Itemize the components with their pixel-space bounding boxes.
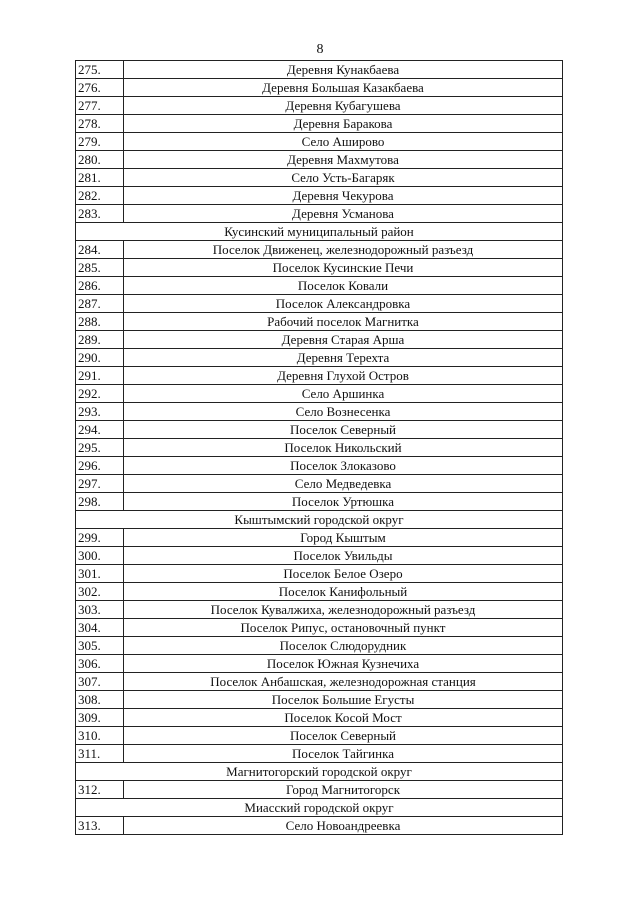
settlement-name: Поселок Южная Кузнечиха xyxy=(124,655,563,673)
settlement-name: Поселок Белое Озеро xyxy=(124,565,563,583)
row-number: 297. xyxy=(76,475,124,493)
table-row xyxy=(76,709,563,727)
row-number: 298. xyxy=(76,493,124,511)
settlement-name: Село Новоандреевка xyxy=(124,817,563,835)
table-row xyxy=(76,673,563,691)
settlement-name: Поселок Большие Егусты xyxy=(124,691,563,709)
district-header-row xyxy=(76,763,563,781)
row-number: 278. xyxy=(76,115,124,133)
district-header-row xyxy=(76,511,563,529)
table-row xyxy=(76,115,563,133)
district-header-row xyxy=(76,799,563,817)
row-number: 285. xyxy=(76,259,124,277)
row-number: 282. xyxy=(76,187,124,205)
row-number: 310. xyxy=(76,727,124,745)
settlement-name: Поселок Анбашская, железнодорожная станция xyxy=(124,673,563,691)
page-number: 8 xyxy=(316,42,324,57)
settlement-name: Поселок Косой Мост xyxy=(124,709,563,727)
table-row xyxy=(76,637,563,655)
table-row xyxy=(76,583,563,601)
settlement-name: Село Вознесенка xyxy=(124,403,563,421)
row-number: 309. xyxy=(76,709,124,727)
table-row xyxy=(76,547,563,565)
settlement-name: Поселок Кусинские Печи xyxy=(124,259,563,277)
district-name: Магнитогорский городской округ xyxy=(76,763,563,781)
settlement-name: Рабочий поселок Магнитка xyxy=(124,313,563,331)
table-row xyxy=(76,133,563,151)
table-row xyxy=(76,745,563,763)
settlement-name: Село Медведевка xyxy=(124,475,563,493)
table-row xyxy=(76,79,563,97)
table-row xyxy=(76,151,563,169)
table-row xyxy=(76,331,563,349)
row-number: 284. xyxy=(76,241,124,259)
table-row xyxy=(76,205,563,223)
table-row xyxy=(76,367,563,385)
settlement-name: Село Аширово xyxy=(124,133,563,151)
district-header-row xyxy=(76,223,563,241)
table-row xyxy=(76,781,563,799)
settlement-name: Деревня Кунакбаева xyxy=(124,61,563,79)
row-number: 288. xyxy=(76,313,124,331)
settlement-name: Поселок Ковали xyxy=(124,277,563,295)
table-row xyxy=(76,655,563,673)
table-row xyxy=(76,493,563,511)
table-row xyxy=(76,61,563,79)
row-number: 304. xyxy=(76,619,124,637)
table-row xyxy=(76,475,563,493)
settlement-name: Деревня Баракова xyxy=(124,115,563,133)
row-number: 286. xyxy=(76,277,124,295)
settlement-name: Поселок Движенец, железнодорожный разъезд xyxy=(124,241,563,259)
row-number: 280. xyxy=(76,151,124,169)
table-row xyxy=(76,601,563,619)
settlement-name: Деревня Терехта xyxy=(124,349,563,367)
table-row xyxy=(76,691,563,709)
settlement-name: Поселок Злоказово xyxy=(124,457,563,475)
table-row xyxy=(76,619,563,637)
settlement-name: Город Кыштым xyxy=(124,529,563,547)
settlement-name: Поселок Александровка xyxy=(124,295,563,313)
settlement-name: Поселок Тайгинка xyxy=(124,745,563,763)
table-row xyxy=(76,421,563,439)
row-number: 305. xyxy=(76,637,124,655)
settlement-name: Поселок Канифольный xyxy=(124,583,563,601)
table-row xyxy=(76,277,563,295)
table-row xyxy=(76,385,563,403)
settlement-name: Поселок Никольский xyxy=(124,439,563,457)
settlement-name: Поселок Северный xyxy=(124,727,563,745)
settlement-name: Деревня Махмутова xyxy=(124,151,563,169)
settlement-name: Деревня Глухой Остров xyxy=(124,367,563,385)
table-row xyxy=(76,349,563,367)
district-name: Миасский городской округ xyxy=(76,799,563,817)
row-number: 300. xyxy=(76,547,124,565)
row-number: 277. xyxy=(76,97,124,115)
settlement-name: Поселок Рипус, остановочный пункт xyxy=(124,619,563,637)
table-row xyxy=(76,241,563,259)
row-number: 302. xyxy=(76,583,124,601)
settlement-name: Поселок Кувалжиха, железнодорожный разъезд xyxy=(124,601,563,619)
row-number: 312. xyxy=(76,781,124,799)
row-number: 276. xyxy=(76,79,124,97)
table-row xyxy=(76,439,563,457)
table-body xyxy=(76,61,563,835)
settlement-name: Село Усть-Багаряк xyxy=(124,169,563,187)
row-number: 307. xyxy=(76,673,124,691)
table-row xyxy=(76,529,563,547)
row-number: 299. xyxy=(76,529,124,547)
settlement-name: Деревня Старая Арша xyxy=(124,331,563,349)
settlement-name: Поселок Слюдорудник xyxy=(124,637,563,655)
district-name: Кусинский муниципальный район xyxy=(76,223,563,241)
row-number: 295. xyxy=(76,439,124,457)
table-row xyxy=(76,403,563,421)
settlement-name: Деревня Чекурова xyxy=(124,187,563,205)
row-number: 296. xyxy=(76,457,124,475)
table-row xyxy=(76,817,563,835)
row-number: 292. xyxy=(76,385,124,403)
row-number: 311. xyxy=(76,745,124,763)
table-row xyxy=(76,187,563,205)
row-number: 301. xyxy=(76,565,124,583)
settlement-name: Город Магнитогорск xyxy=(124,781,563,799)
row-number: 289. xyxy=(76,331,124,349)
row-number: 313. xyxy=(76,817,124,835)
row-number: 306. xyxy=(76,655,124,673)
settlement-name: Поселок Увильды xyxy=(124,547,563,565)
row-number: 281. xyxy=(76,169,124,187)
district-name: Кыштымский городской округ xyxy=(76,511,563,529)
settlements-table xyxy=(75,60,563,835)
row-number: 303. xyxy=(76,601,124,619)
row-number: 279. xyxy=(76,133,124,151)
row-number: 283. xyxy=(76,205,124,223)
settlement-name: Поселок Уртюшка xyxy=(124,493,563,511)
settlement-name: Деревня Большая Казакбаева xyxy=(124,79,563,97)
table-row xyxy=(76,169,563,187)
table-row xyxy=(76,97,563,115)
table-row xyxy=(76,727,563,745)
table-row xyxy=(76,457,563,475)
row-number: 308. xyxy=(76,691,124,709)
row-number: 291. xyxy=(76,367,124,385)
table-row xyxy=(76,565,563,583)
settlement-name: Село Аршинка xyxy=(124,385,563,403)
table-row xyxy=(76,295,563,313)
row-number: 294. xyxy=(76,421,124,439)
row-number: 290. xyxy=(76,349,124,367)
settlement-name: Деревня Кубагушева xyxy=(124,97,563,115)
row-number: 293. xyxy=(76,403,124,421)
settlement-name: Поселок Северный xyxy=(124,421,563,439)
row-number: 275. xyxy=(76,61,124,79)
settlement-name: Деревня Усманова xyxy=(124,205,563,223)
row-number: 287. xyxy=(76,295,124,313)
table-row xyxy=(76,313,563,331)
table-row xyxy=(76,259,563,277)
